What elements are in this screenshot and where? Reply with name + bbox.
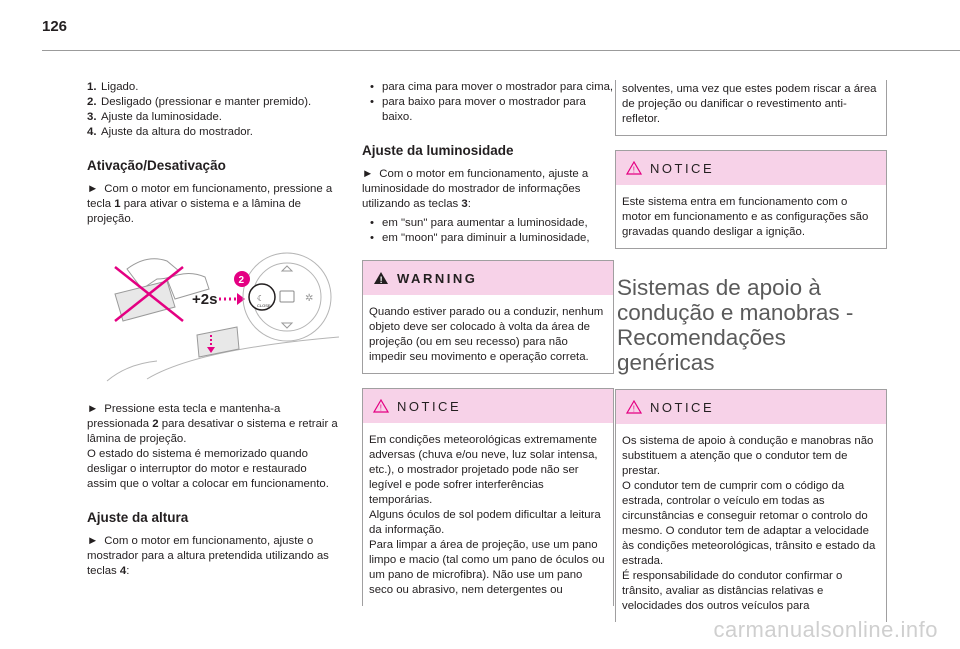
top-rule [42, 50, 960, 51]
column-3 [615, 80, 887, 622]
arrow-icon: ► [362, 168, 374, 180]
list-item: • para baixo para mover o mostrador para baixo. [362, 95, 614, 125]
warning-text: Quando estiver parado ou a conduzir, nenhum objeto deve ser colocado à volta da área de projeção (ou em seu recesso) para não impedir seu movimento e operação correta. [369, 306, 604, 363]
notice-header [616, 151, 886, 185]
list-item: 1. Ligado. [87, 81, 139, 93]
svg-text:CLOSE: CLOSE [257, 303, 271, 308]
notice-continued-box [615, 80, 887, 136]
list-item: • para cima para mover o mostrador para cima, [362, 80, 614, 95]
hold-duration-label: +2s [192, 291, 218, 308]
callout-badge: 2 [238, 275, 245, 286]
heading-activation: Ativação/Desativação [87, 158, 226, 173]
notice-header [363, 389, 613, 423]
warning-icon [626, 161, 642, 175]
warning-icon [373, 271, 389, 285]
notice-label: NOTICE [650, 160, 715, 176]
numbered-list [87, 80, 339, 140]
svg-text:!: ! [379, 275, 386, 285]
list-item: • em "moon" para diminuir a luminosidade, [362, 231, 614, 246]
notice-text: Em condições meteorológicas extremamente adversas (chuva e/ou neve, luz solar intensa, etc.), o mostrador projetado pode não ser legível e pode sofrer interferências temporárias. Alguns óculos de sol podem dificultar a leitura da informação. Para limpar a área de projeção, use um pano limpo e macio (tal como um pano de óculos ou um pano de microfibra). Não use um pano seco ou abrasivo, nem detergentes ou [369, 434, 605, 596]
notice-label: NOTICE [650, 399, 715, 415]
warning-box [362, 260, 614, 374]
section-title: Sistemas de apoio à condução e manobras - Recomendações genéricas [617, 275, 854, 375]
notice-text: Os sistema de apoio à condução e manobras não substituem a atenção que o condutor tem de prestar. O condutor tem de cumprir com o código da estrada, controlar o veículo em todas as circunstâncias e conseguir retomar o controlo do mesmo. O condutor tem de adaptar a velocidade às condições meteorológicas, trânsito e estado da estrada. É responsabilidade do condutor confirmar o trânsito, avaliar as distâncias relativas e velocidades dos outros veículos para [622, 435, 876, 612]
deactivation-text: ► Pressione esta tecla e mantenha-a pressionada 2 para desativar o sistema e retrair a lâmina de projeção. O estado do sistema é memorizado quando desligar o interruptor do motor e restaurado assim que o voltar a colocar em funcionamento. [87, 403, 338, 490]
brightness-bullets [362, 216, 614, 246]
warning-label: WARNING [397, 270, 478, 286]
svg-text:!: ! [379, 403, 385, 413]
heading-brightness: Ajuste da luminosidade [362, 143, 514, 158]
column-2 [362, 80, 614, 606]
notice-box [362, 388, 614, 606]
notice-label: NOTICE [397, 398, 462, 414]
notice-box [615, 389, 887, 622]
list-item: • em "sun" para aumentar a luminosidade, [362, 216, 614, 231]
svg-text:✲: ✲ [305, 293, 314, 304]
page-number: 126 [42, 18, 68, 35]
height-bullets [362, 80, 614, 125]
svg-text:☾: ☾ [257, 294, 265, 303]
list-item: 3. Ajuste da luminosidade. [87, 111, 222, 123]
heading-height: Ajuste da altura [87, 510, 189, 525]
notice-text: Este sistema entra em funcionamento com o motor em funcionamento e as configurações são gravadas quando desligar a ignição. [622, 196, 869, 238]
list-item: 4. Ajuste da altura do mostrador. [87, 126, 253, 138]
activation-text: ► Com o motor em funcionamento, pressione a tecla 1 para ativar o sistema e a lâmina de projeção. [87, 183, 333, 225]
arrow-icon: ► [87, 535, 99, 547]
arrow-icon: ► [87, 403, 99, 415]
height-text: ► Com o motor em funcionamento, ajuste o mostrador para a altura pretendida utilizando as teclas 4: [87, 535, 329, 577]
notice-box [615, 150, 887, 249]
svg-text:!: ! [632, 165, 638, 175]
notice-header [616, 390, 886, 424]
hud-switch-illustration [87, 249, 339, 384]
warning-icon [373, 399, 389, 413]
warning-header [363, 261, 613, 295]
watermark: carmanualsonline.info [713, 617, 938, 642]
column-1 [87, 80, 339, 583]
arrow-icon: ► [87, 183, 99, 195]
warning-icon [626, 400, 642, 414]
brightness-text: ► Com o motor em funcionamento, ajuste a luminosidade do mostrador de informações utilizando as teclas 3: [362, 168, 589, 210]
list-item: 2. Desligado (pressionar e manter premido). [87, 96, 312, 108]
svg-text:!: ! [632, 404, 638, 414]
notice-continued-text: solventes, uma vez que estes podem riscar a área de projeção ou danificar o revestimento anti-refletor. [622, 83, 877, 125]
